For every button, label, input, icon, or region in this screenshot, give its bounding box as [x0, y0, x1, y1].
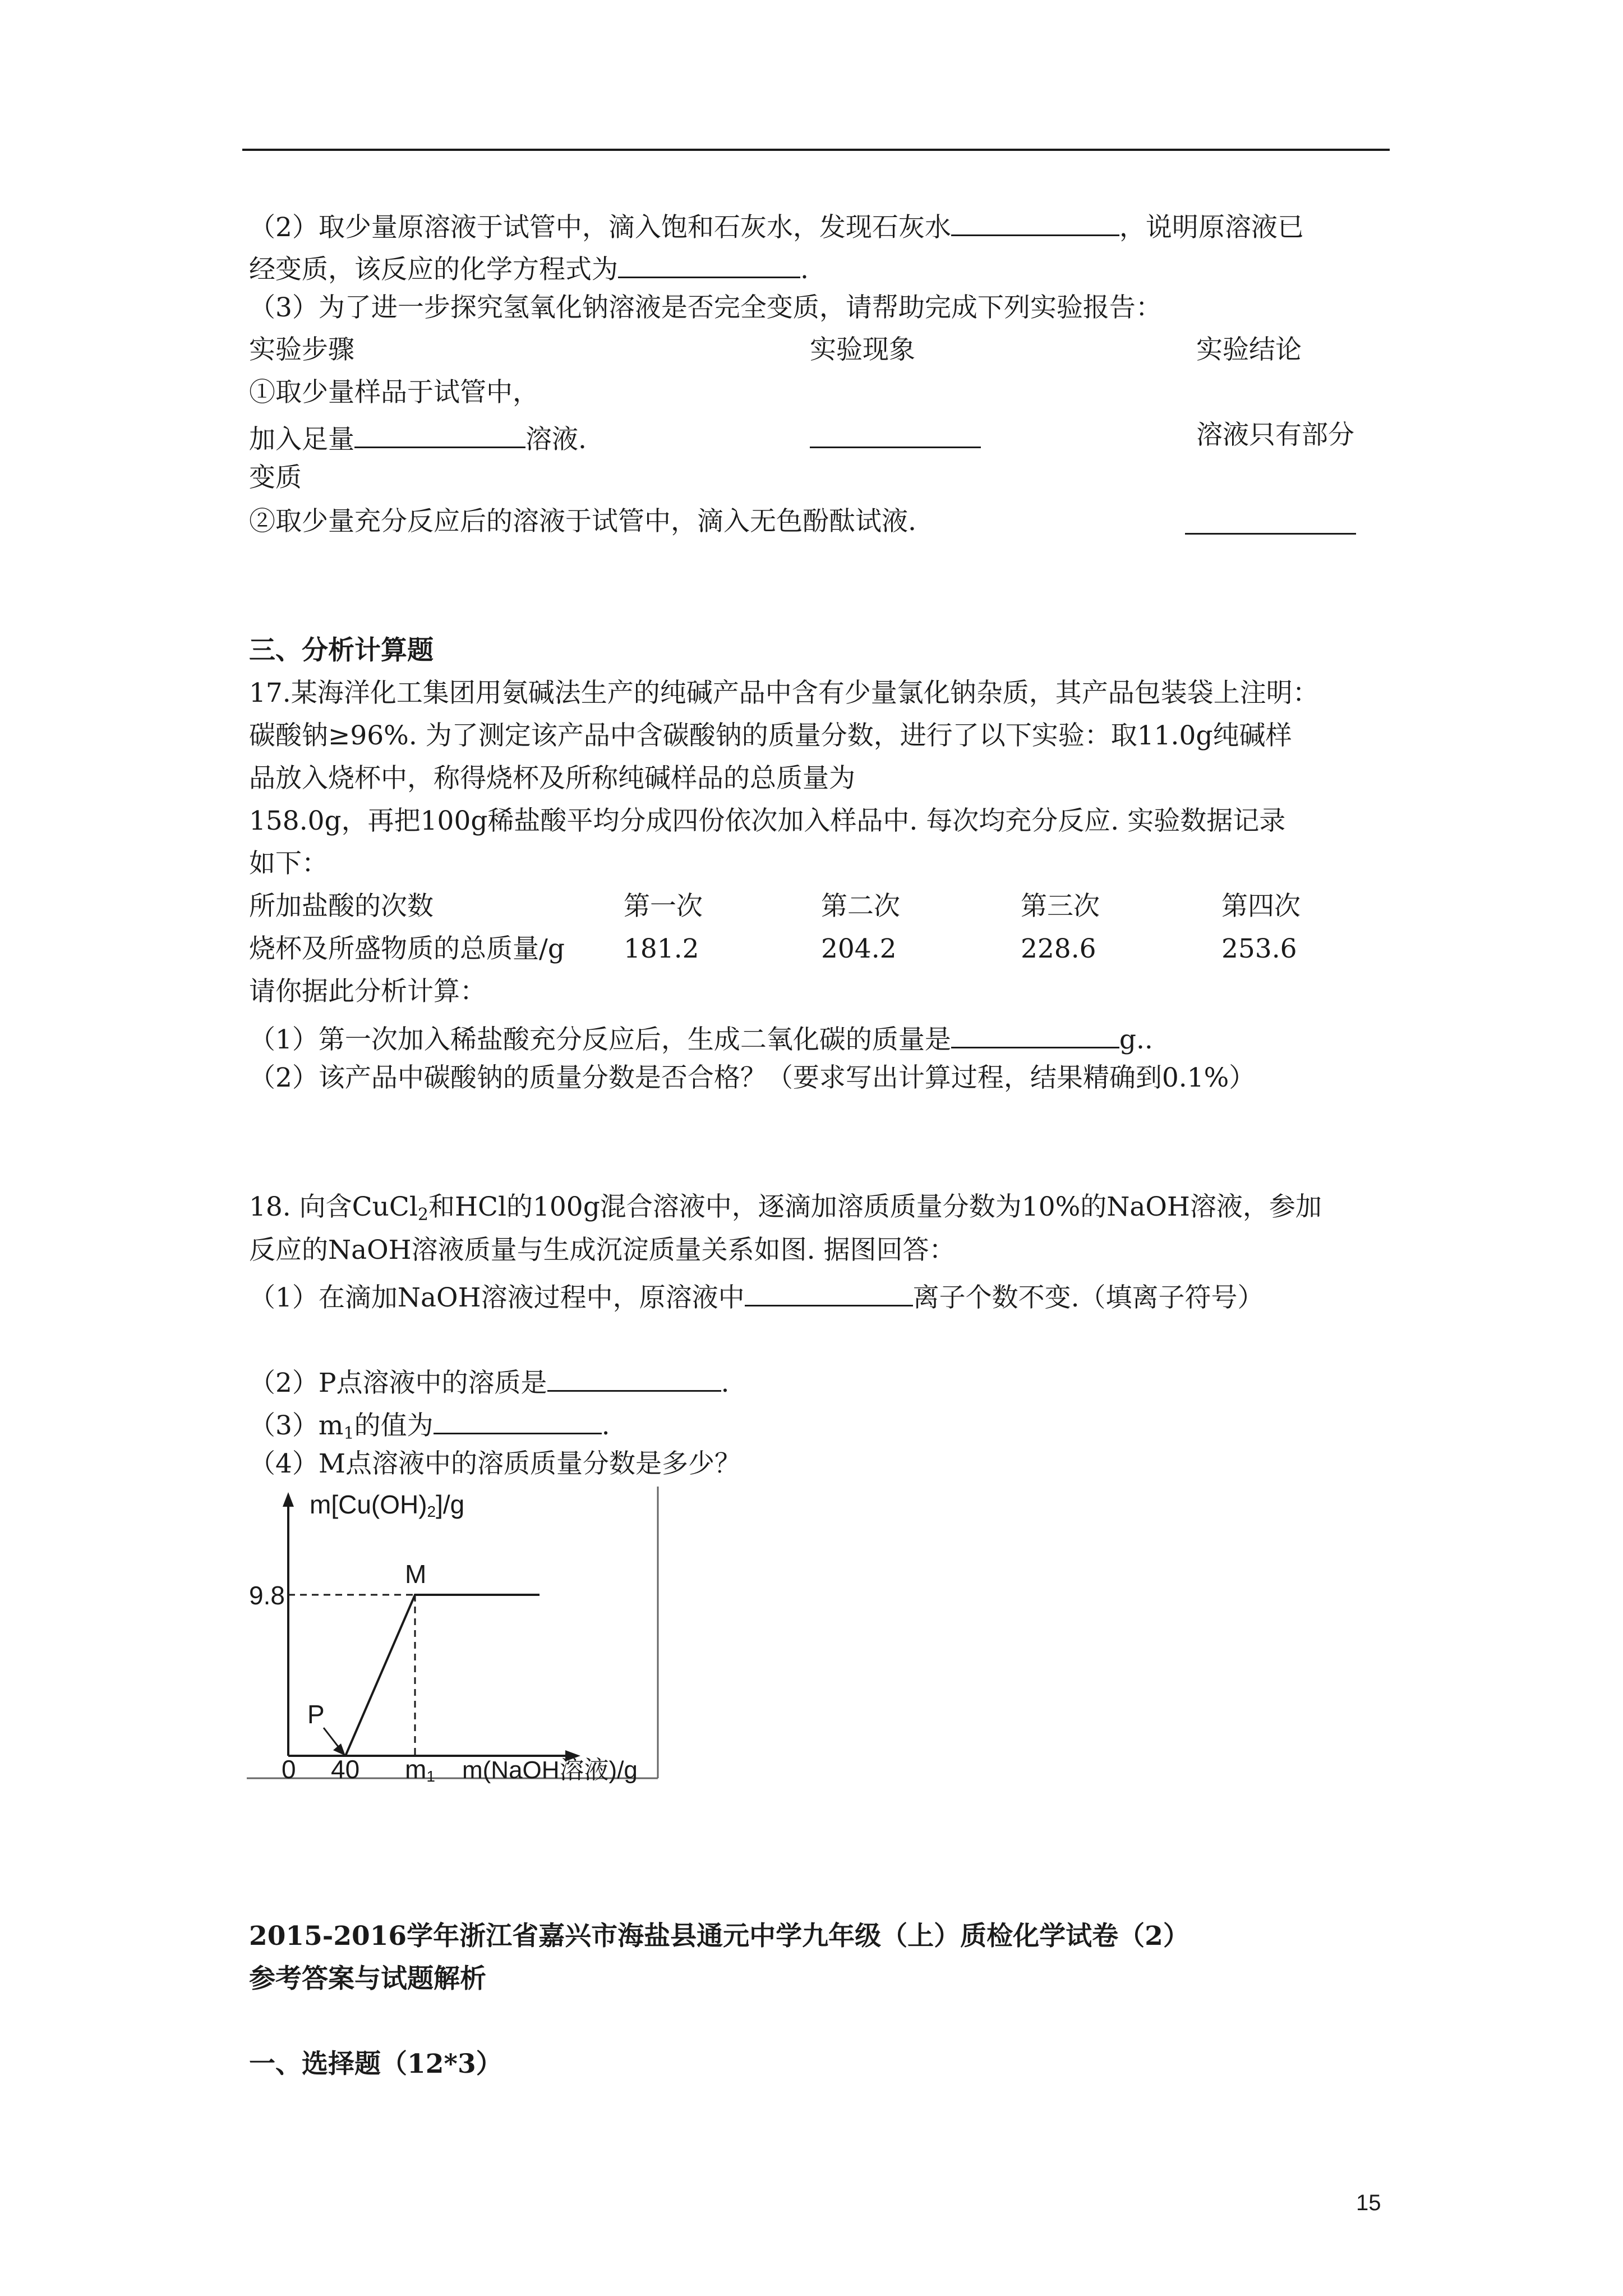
table-row2-col4: 253.6: [1221, 933, 1297, 964]
q17-sub1: （1）第一次加入稀盐酸充分反应后，生成二氧化碳的质量是 g..: [249, 1022, 1153, 1053]
table-row1-col4: 第四次: [1221, 891, 1301, 922]
report-header-step: 实验步骤: [249, 334, 354, 365]
table-row2-col3: 228.6: [1021, 933, 1096, 964]
answer-title: 2015-2016学年浙江省嘉兴市海盐县通元中学九年级（上）质检化学试卷（2）: [249, 1921, 1189, 1952]
table-row1-label: 所加盐酸的次数: [249, 891, 434, 922]
report-step1-line2: 加入足量 溶液.: [249, 422, 587, 453]
point-label-p: P: [307, 1700, 325, 1729]
q16-part2-line2: 经变质，该反应的化学方程式为 .: [249, 252, 809, 283]
answer-section-1: 一、选择题（12*3）: [249, 2049, 502, 2079]
q18-line2: 反应的NaOH溶液质量与生成沉淀质量关系如图. 据图回答：: [249, 1235, 956, 1266]
table-row1-col2: 第二次: [821, 891, 900, 922]
answer-blank[interactable]: [434, 1408, 602, 1434]
answer-blank[interactable]: [547, 1365, 721, 1392]
q17-line4: 158.0g，再把100g稀盐酸平均分成四份依次加入样品中. 每次均充分反应. 实验数据记录: [249, 806, 1286, 836]
report-step1-line1: ①取少量样品于试管中，: [249, 377, 539, 408]
table-row2-col2: 204.2: [821, 933, 897, 964]
answer-blank[interactable]: [745, 1280, 913, 1306]
q17-line2: 碳酸钠≥96%. 为了测定该产品中含碳酸钠的质量分数，进行了以下实验：取11.0g纯碱样: [249, 720, 1292, 751]
answer-subtitle: 参考答案与试题解析: [249, 1963, 486, 1994]
answer-blank[interactable]: [951, 1022, 1119, 1048]
series-line: [345, 1595, 540, 1756]
header-rule: [242, 149, 1390, 151]
section-3-title: 三、分析计算题: [249, 635, 434, 666]
conclusion-answer-blank[interactable]: [1185, 508, 1356, 535]
report-header-phenomenon: 实验现象: [810, 334, 915, 365]
x-tick-label-m1: m1: [405, 1755, 435, 1785]
q18-sub4: （4）M点溶液中的溶质质量分数是多少？: [249, 1448, 741, 1479]
table-row1-col1: 第一次: [624, 891, 703, 922]
y-axis-arrow: [283, 1492, 294, 1507]
q18-sub1: （1）在滴加NaOH溶液过程中，原溶液中 离子个数不变.（填离子符号）: [249, 1280, 1264, 1311]
q17-line3: 品放入烧杯中，称得烧杯及所称纯碱样品的总质量为: [249, 763, 855, 794]
q17-line5: 如下：: [249, 848, 328, 879]
page-number: 15: [1356, 2191, 1381, 2215]
report-header-conclusion: 实验结论: [1196, 334, 1302, 365]
q17-sub2: （2）该产品中碳酸钠的质量分数是否合格？（要求写出计算过程，结果精确到0.1%）: [249, 1062, 1256, 1093]
y-tick-label: 9.8: [249, 1581, 285, 1610]
precipitate-graph: [247, 1487, 662, 1787]
table-row1-col3: 第三次: [1021, 891, 1100, 922]
p-pointer-head: [333, 1743, 345, 1756]
table-row2-col1: 181.2: [624, 933, 699, 964]
report-step2: ②取少量充分反应后的溶液于试管中，滴入无色酚酞试液.: [249, 506, 916, 537]
answer-blank[interactable]: [951, 210, 1119, 236]
x-axis-label: m(NaOH溶液)/g: [462, 1756, 638, 1784]
q17-line1: 17.某海洋化工集团用氨碱法生产的纯碱产品中含有少量氯化钠杂质，其产品包装袋上注明：: [249, 678, 1319, 708]
y-axis-label: m[Cu(OH)2]/g: [310, 1490, 465, 1520]
x-origin-label: 0: [282, 1755, 296, 1784]
q18-sub2: （2）P点溶液中的溶质是 .: [249, 1365, 729, 1396]
answer-blank[interactable]: [618, 252, 800, 278]
q16-part2-line1: （2）取少量原溶液于试管中，滴入饱和石灰水，发现石灰水 ，说明原溶液已: [249, 210, 1304, 241]
phenomenon-answer-blank[interactable]: [810, 422, 981, 448]
q18-line1: 18. 向含CuCl$_2$和HCl的100g混合溶液中，逐滴加溶质质量分数为10%的NaOH溶液，参加: [249, 1191, 1322, 1225]
q17-line6: 请你据此分析计算：: [249, 976, 486, 1007]
report-conclusion-line2: 变质: [249, 462, 302, 493]
table-row2-label: 烧杯及所盛物质的总质量/g: [249, 933, 565, 964]
point-label-m: M: [405, 1559, 427, 1589]
answer-blank[interactable]: [354, 422, 525, 448]
report-conclusion-line1: 溶液只有部分: [1196, 420, 1354, 450]
q18-sub3: $(3)m_1$的值为 .: [249, 1408, 610, 1439]
q16-part3: （3）为了进一步探究氢氧化钠溶液是否完全变质，请帮助完成下列实验报告：: [249, 292, 1162, 323]
x-tick-label-40: 40: [331, 1755, 360, 1784]
